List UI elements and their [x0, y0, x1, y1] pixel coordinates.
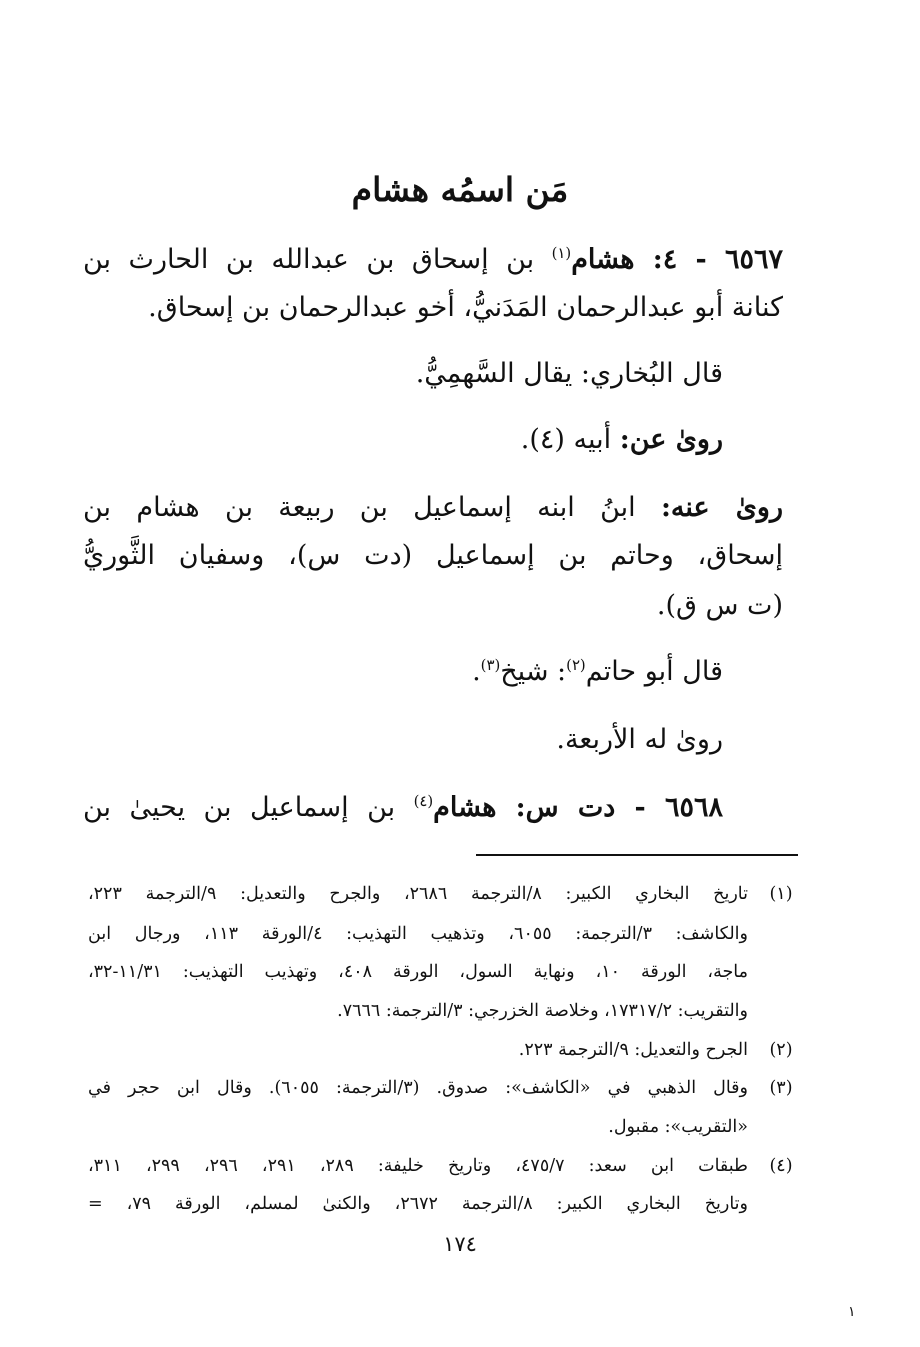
footnote-separator [476, 854, 798, 856]
rawa-an-text: أبيه (٤). [520, 424, 620, 455]
footnote-1-number: (١) [769, 884, 793, 904]
abu-hatim-period: . [472, 656, 481, 687]
footnote-ref-3: (٣) [480, 656, 501, 674]
footnote-4-number: (٤) [769, 1156, 793, 1176]
footnote-1-line-4: والتقريب: ١٧٣١٧/٢، وخلاصة الخزرجي: ٣/الترجمة: ٧٦٦٦. [337, 1001, 748, 1021]
footnote-ref-2: (٢) [566, 656, 586, 674]
rawa-an-label: روىٰ عن: [619, 424, 723, 455]
corner-mark: ١ [848, 1304, 856, 1320]
footnote-4-line-1: طبقات ابن سعد: ٤٧٥/٧، وتاريخ خليفة: ٢٨٩، ٢٩١، ٢٩٦، ٢٩٩، ٣١١، [88, 1156, 748, 1176]
entry-6568-number: ٦٥٦٨ - دت س: هشام [433, 792, 723, 823]
footnote-ref-1: (١) [551, 244, 572, 262]
rawa-anhu-line-3: (ت س ق). [656, 590, 783, 621]
footnote-3-number: (٣) [769, 1078, 793, 1098]
entry-6568-line-1 [83, 792, 723, 823]
footnote-4-line-2: وتاريخ البخاري الكبير: ٨/الترجمة ٢٦٧٢، والكنىٰ لمسلم، الورقة ٧٩، = [88, 1194, 748, 1214]
abu-hatim-statement [472, 656, 723, 687]
section-heading: مَن اسمُه هشام [351, 170, 569, 209]
rawa-an-line [521, 424, 723, 455]
footnote-ref-4: (٤) [413, 792, 434, 810]
entry-6567-line-1-text: بن إسحاق بن عبدالله بن الحارث بن [83, 244, 552, 275]
rawa-anhu-line-1 [83, 492, 783, 523]
rawa-anhu-line-2: إسحاق، وحاتم بن إسماعيل (دت س)، وسفيان الثَّوريُّ [83, 540, 783, 571]
footnote-3-line-1: وقال الذهبي في «الكاشف»: صدوق. (٣/الترجمة: ٦٠٥٥). وقال ابن حجر في [88, 1078, 748, 1098]
footnote-1-line-1: تاريخ البخاري الكبير: ٨/الترجمة ٢٦٨٦، والجرح والتعديل: ٩/الترجمة ٢٢٣، [88, 884, 748, 904]
entry-6567-number: ٦٥٦٧ - ٤: هشام [571, 244, 783, 275]
footnote-2-number: (٢) [769, 1040, 793, 1060]
footnote-3-line-2: «التقريب»: مقبول. [608, 1117, 748, 1137]
rawa-anhu-label: روىٰ عنه: [660, 492, 783, 523]
abu-hatim-verdict: : شيخ [500, 656, 567, 687]
arbaa-statement: روىٰ له الأربعة. [556, 724, 723, 755]
footnote-2-line-1: الجرح والتعديل: ٩/الترجمة ٢٢٣. [518, 1040, 748, 1060]
footnote-1-line-2: والكاشف: ٣/الترجمة: ٦٠٥٥، وتذهيب التهذيب: ٤/الورقة ١١٣، ورجال ابن [88, 924, 748, 944]
entry-6568-line-1-text: بن إسماعيل بن يحيىٰ بن [83, 792, 414, 823]
rawa-anhu-line-1-text: ابنُ ابنه إسماعيل بن ربيعة بن هشام بن [83, 492, 661, 523]
abu-hatim-text: قال أبو حاتم [585, 656, 723, 687]
entry-6567-line-1 [83, 244, 783, 275]
bukhari-statement: قال البُخاري: يقال السَّهمِيُّ. [415, 358, 723, 389]
footnote-1-line-3: ماجة، الورقة ١٠، ونهاية السول، الورقة ٤٠٨، وتهذيب التهذيب: ١١/٣١-٣٢، [88, 962, 748, 982]
entry-6567-line-2: كنانة أبو عبدالرحمان المَدَنيُّ، أخو عبدالرحمان بن إسحاق. [148, 292, 783, 323]
page-number: ١٧٤ [443, 1232, 477, 1256]
